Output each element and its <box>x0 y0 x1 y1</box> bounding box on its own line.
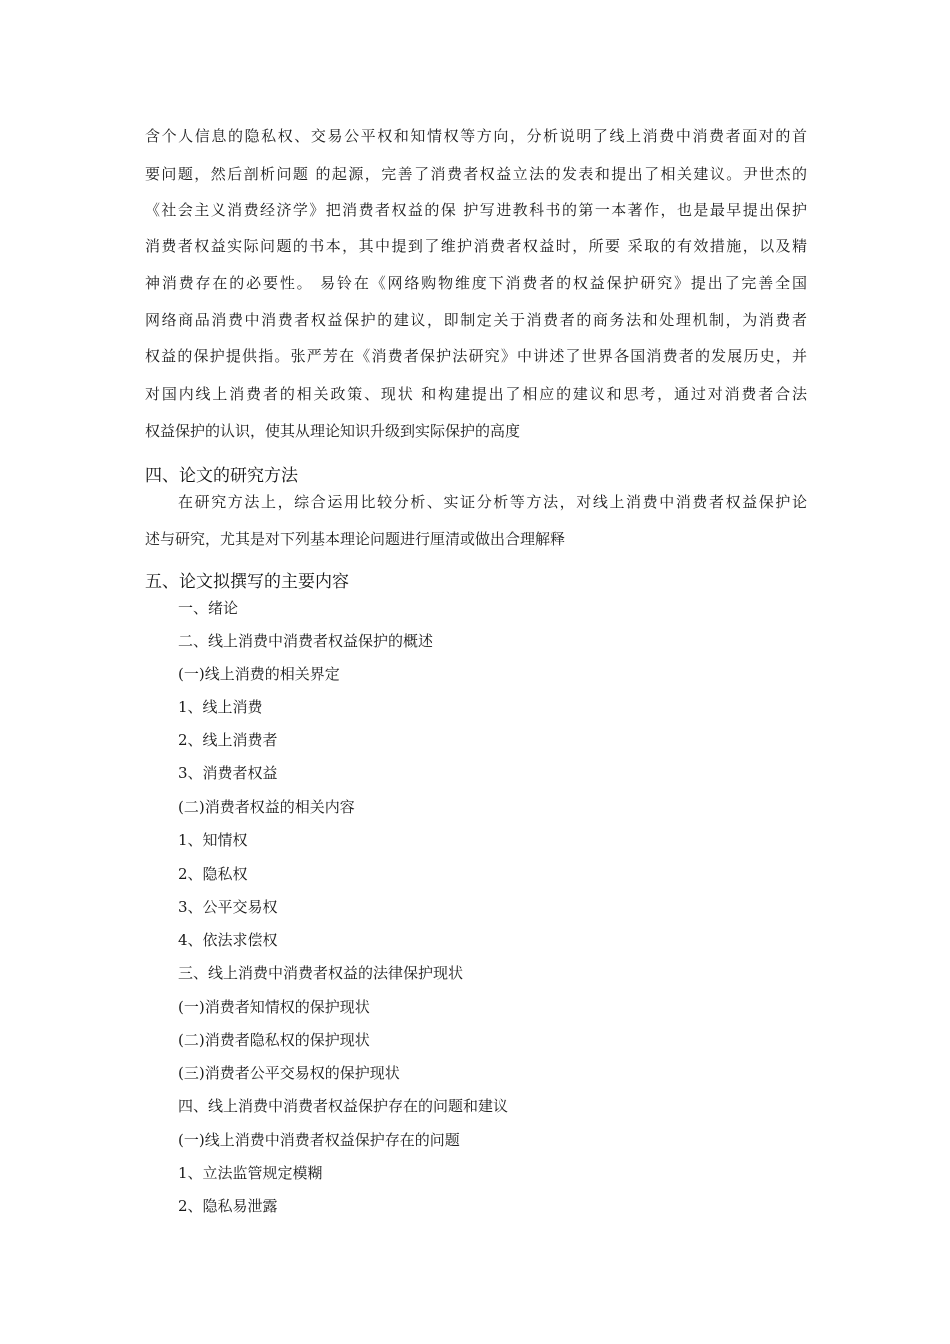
outline-item: (一)线上消费的相关界定 <box>178 665 340 683</box>
paragraph-line: 权益保护的认识，使其从理论知识升级到实际保护的高度 <box>145 422 521 440</box>
paragraph-line: 神消费存在的必要性。 易铃在《网络购物维度下消费者的权益保护研究》提出了完善全国 <box>145 274 807 292</box>
outline-item: (二)消费者隐私权的保护现状 <box>178 1031 370 1049</box>
paragraph-line: 对国内线上消费者的相关政策、现状 和构建提出了相应的建议和思考，通过对消费者合法 <box>145 385 807 403</box>
outline-item: 2、隐私权 <box>178 865 248 883</box>
paragraph-line: 含个人信息的隐私权、交易公平权和知情权等方向，分析说明了线上消费中消费者面对的首 <box>145 127 807 145</box>
paragraph-line: 网络商品消费中消费者权益保护的建议，即制定关于消费者的商务法和处理机制，为消费者 <box>145 311 807 329</box>
section-heading-main-content: 五、论文拟撰写的主要内容 <box>145 572 349 592</box>
paragraph-line: 权益的保护提供指。张严芳在《消费者保护法研究》中讲述了世界各国消费者的发展历史，并 <box>145 347 807 365</box>
outline-item: 1、知情权 <box>178 831 248 849</box>
paragraph-line: 消费者权益实际问题的书本，其中提到了维护消费者权益时，所要 采取的有效措施，以及精 <box>145 237 807 255</box>
outline-item: (三)消费者公平交易权的保护现状 <box>178 1064 400 1082</box>
research-methods-line: 述与研究，尤其是对下列基本理论问题进行厘清或做出合理解释 <box>145 530 566 548</box>
outline-item: 四、线上消费中消费者权益保护存在的问题和建议 <box>178 1097 509 1115</box>
outline-item: (一)消费者知情权的保护现状 <box>178 998 370 1016</box>
research-methods-line: 在研究方法上，综合运用比较分析、实证分析等方法，对线上消费中消费者权益保护论 <box>178 493 807 511</box>
outline-item: (一)线上消费中消费者权益保护存在的问题 <box>178 1131 460 1149</box>
outline-item: 一、绪论 <box>178 599 239 617</box>
outline-item: 3、公平交易权 <box>178 898 278 916</box>
outline-item: 三、线上消费中消费者权益的法律保护现状 <box>178 964 464 982</box>
paragraph-line: 《社会主义消费经济学》把消费者权益的保 护写进教科书的第一本著作，也是最早提出保护 <box>145 201 807 219</box>
outline-item: 2、隐私易泄露 <box>178 1197 278 1215</box>
outline-item: 3、消费者权益 <box>178 764 278 782</box>
outline-item: 1、立法监管规定模糊 <box>178 1164 323 1182</box>
section-heading-research-methods: 四、论文的研究方法 <box>145 466 298 486</box>
outline-item: 二、线上消费中消费者权益保护的概述 <box>178 632 434 650</box>
outline-item: 2、线上消费者 <box>178 731 278 749</box>
paragraph-line: 要问题，然后剖析问题 的起源，完善了消费者权益立法的发表和提出了相关建议。尹世杰的 <box>145 165 807 183</box>
outline-item: (二)消费者权益的相关内容 <box>178 798 355 816</box>
outline-item: 4、依法求偿权 <box>178 931 278 949</box>
outline-item: 1、线上消费 <box>178 698 263 716</box>
